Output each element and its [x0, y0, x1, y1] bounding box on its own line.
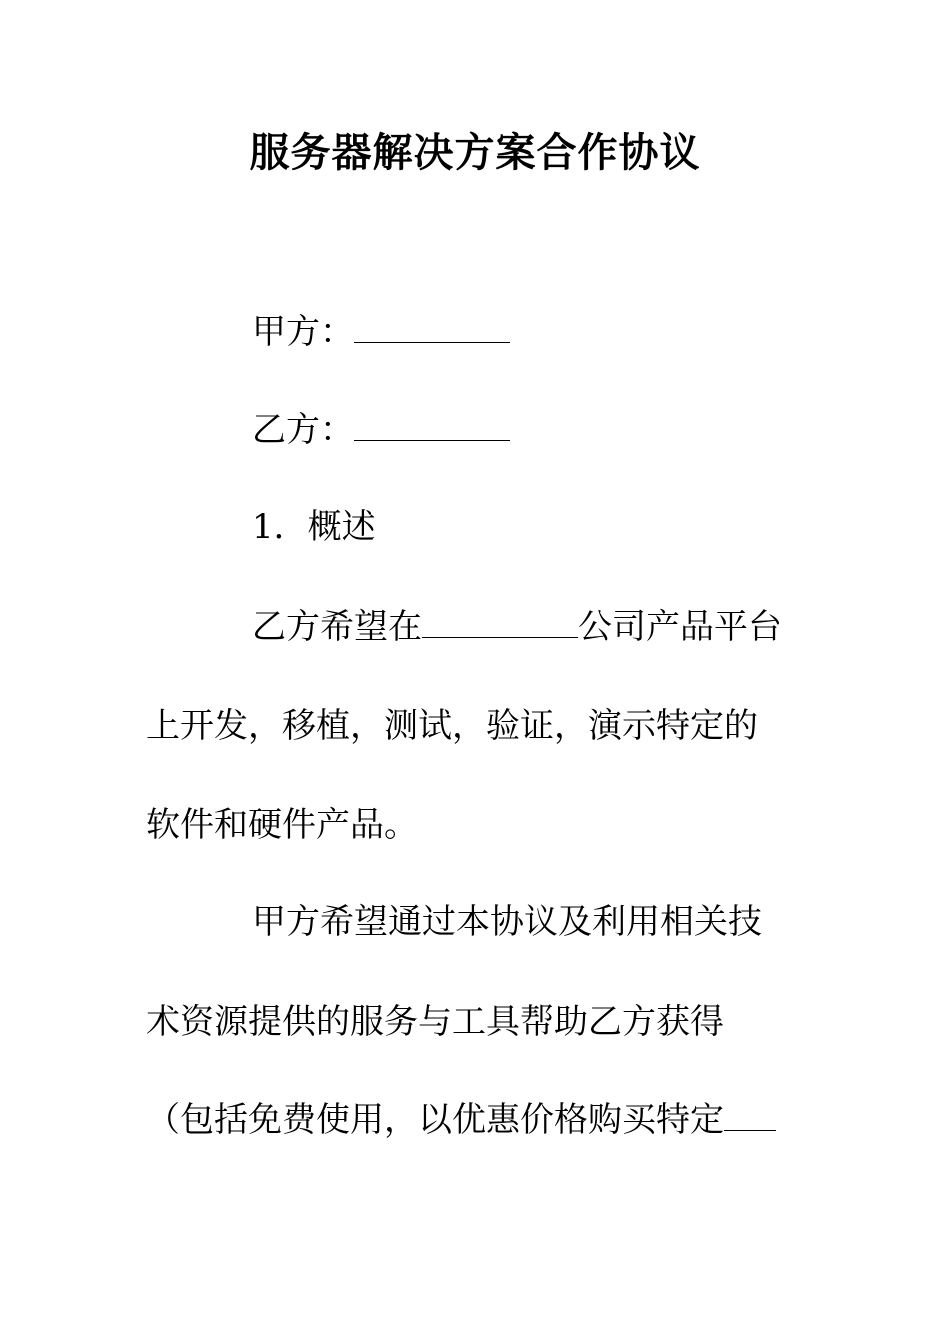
party-b-label: 乙方：	[252, 410, 354, 450]
paragraph-1-line-1-start: 乙方希望在	[252, 607, 422, 647]
paragraph-2-line-2: 术资源提供的服务与工具帮助乙方获得	[146, 1002, 724, 1042]
product-blank	[724, 1100, 776, 1131]
document-title: 服务器解决方案合作协议	[249, 129, 701, 176]
paragraph-1-line-2: 上开发，移植，测试，验证，演示特定的	[146, 706, 758, 746]
section-heading: 1．概述	[252, 507, 376, 547]
paragraph-1-line-1-end: 公司产品平台	[578, 607, 782, 647]
party-b-blank	[354, 410, 510, 441]
paragraph-2-line-3-text: （包括免费使用，以优惠价格购买特定	[146, 1100, 724, 1140]
paragraph-2-line-1: 甲方希望通过本协议及利用相关技	[252, 902, 762, 942]
party-b-line	[252, 408, 510, 452]
party-a-line	[252, 310, 510, 354]
party-a-label: 甲方：	[252, 312, 354, 352]
company-blank	[422, 607, 578, 638]
paragraph-1-line-1	[252, 605, 782, 649]
party-a-blank	[354, 312, 510, 343]
paragraph-1-line-3: 软件和硬件产品。	[146, 805, 418, 845]
paragraph-2-line-3	[146, 1098, 776, 1142]
